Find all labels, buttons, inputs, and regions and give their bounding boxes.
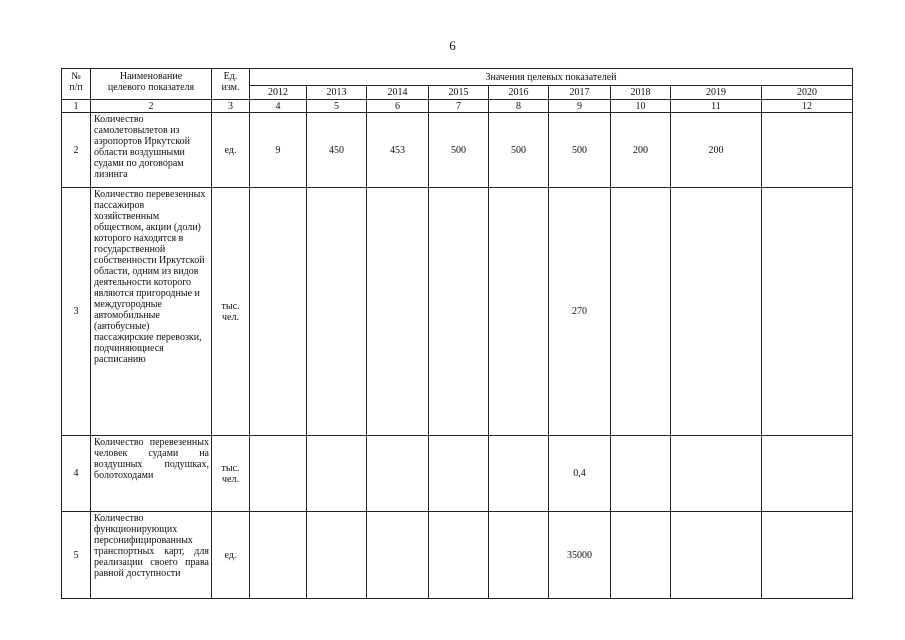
header-num [62, 69, 91, 100]
indicator-value: 453 [390, 144, 405, 156]
value-cell [671, 188, 762, 436]
value-cell [549, 113, 611, 188]
year-header: 2016 [489, 86, 549, 100]
value-cell [549, 188, 611, 436]
value-cell [250, 113, 307, 188]
value-cell [307, 188, 367, 436]
header-num-text: № п/п [69, 71, 83, 93]
value-cell [367, 188, 429, 436]
value-cell [489, 113, 549, 188]
indicator-value: 200 [708, 144, 724, 156]
unit-value: тыс. чел. [221, 462, 240, 485]
value-cell [671, 512, 762, 599]
indicator-value: 35000 [567, 549, 592, 561]
value-cell [250, 512, 307, 599]
value-cell [429, 512, 489, 599]
unit-value: ед. [224, 549, 237, 561]
header-values-group: Значения целевых показателей [250, 69, 853, 86]
value-cell [250, 436, 307, 512]
value-cell [307, 436, 367, 512]
indicator-value: 500 [572, 144, 587, 156]
indicator-name: Количество перевезенных пассажиров хозяйственным обществом, акции (доли) которого находятся в государственной собственности Иркутской области, одним из видов деятельности которого являются пригородные и междугородные автомобильные (автобусные) пассажирские перевозки, подчиняющиеся расписанию [94, 189, 206, 365]
value-cell [611, 436, 671, 512]
unit-cell [212, 113, 250, 188]
indicator-value: 500 [511, 144, 526, 156]
column-number: 1 [62, 100, 91, 113]
value-cell [429, 436, 489, 512]
indicator-name-cell [91, 512, 212, 599]
column-number: 8 [489, 100, 549, 113]
unit-cell [212, 512, 250, 599]
column-numbers-row [62, 100, 853, 113]
year-header: 2017 [549, 86, 611, 100]
unit-cell [212, 188, 250, 436]
indicator-value: 9 [275, 144, 281, 156]
year-header: 2014 [367, 86, 429, 100]
column-number: 7 [429, 100, 489, 113]
indicator-name: Количество функционирующих персонифицированных транспортных карт, для реализации своего права равной доступности [94, 513, 209, 579]
value-cell [611, 512, 671, 599]
header-unit [212, 69, 250, 100]
column-number: 6 [367, 100, 429, 113]
value-cell [367, 113, 429, 188]
header-name [91, 69, 212, 100]
row-number: 4 [62, 436, 91, 512]
indicator-value: 500 [451, 144, 466, 156]
value-cell [429, 188, 489, 436]
value-cell [671, 436, 762, 512]
column-number: 3 [212, 100, 250, 113]
value-cell [671, 113, 762, 188]
value-cell [429, 113, 489, 188]
indicator-name: Количество самолетовылетов из аэропортов Иркутской области воздушными судами по договорам лизинга [94, 114, 190, 180]
table-row [62, 188, 853, 436]
header-unit-text: Ед. изм. [221, 71, 240, 93]
value-cell [307, 113, 367, 188]
row-number: 3 [62, 188, 91, 436]
indicator-value: 450 [329, 144, 344, 156]
indicator-value: 270 [572, 306, 587, 317]
header-name-text: Наименование целевого показателя [107, 71, 195, 93]
indicator-name-cell [91, 113, 212, 188]
table-row [62, 512, 853, 599]
value-cell [762, 188, 853, 436]
value-cell [762, 512, 853, 599]
year-header: 2012 [250, 86, 307, 100]
year-header: 2020 [762, 86, 853, 100]
column-number: 12 [762, 100, 853, 113]
indicator-name-cell [91, 188, 212, 436]
column-number: 11 [671, 100, 762, 113]
indicator-name: Количество перевезенных человек судами на воздушных подушках, болотоходами [94, 437, 209, 481]
value-cell [367, 436, 429, 512]
indicator-value: 0,4 [573, 468, 586, 479]
column-number: 4 [250, 100, 307, 113]
value-cell [549, 436, 611, 512]
column-number: 2 [91, 100, 212, 113]
value-cell [489, 436, 549, 512]
column-number: 5 [307, 100, 367, 113]
year-header: 2015 [429, 86, 489, 100]
value-cell [611, 188, 671, 436]
value-cell [549, 512, 611, 599]
target-indicators-table [61, 68, 853, 599]
value-cell [489, 188, 549, 436]
column-number: 9 [549, 100, 611, 113]
year-header: 2019 [671, 86, 762, 100]
column-number: 10 [611, 100, 671, 113]
year-header: 2013 [307, 86, 367, 100]
page-number: 6 [449, 38, 456, 53]
value-cell [489, 512, 549, 599]
value-cell [250, 188, 307, 436]
row-number: 2 [62, 113, 91, 188]
table-row [62, 113, 853, 188]
value-cell [762, 436, 853, 512]
row-number: 5 [62, 512, 91, 599]
value-cell [762, 113, 853, 188]
unit-cell [212, 436, 250, 512]
unit-value: ед. [224, 144, 237, 156]
unit-value: тыс. чел. [221, 300, 240, 323]
value-cell [611, 113, 671, 188]
indicator-value: 200 [633, 144, 648, 156]
year-header: 2018 [611, 86, 671, 100]
indicator-name-cell [91, 436, 212, 512]
value-cell [367, 512, 429, 599]
table-row [62, 436, 853, 512]
value-cell [307, 512, 367, 599]
